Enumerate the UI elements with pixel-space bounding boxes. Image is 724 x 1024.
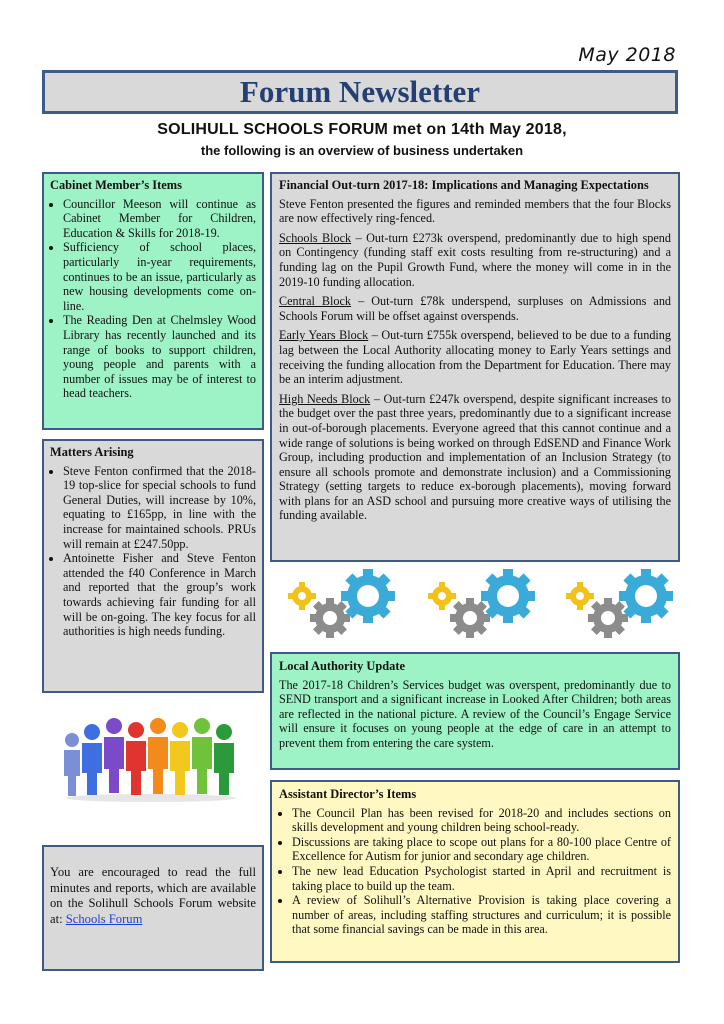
- person-figure: [104, 718, 124, 793]
- schools-forum-link[interactable]: Schools Forum: [65, 911, 143, 926]
- person-figure: [148, 718, 168, 794]
- newsletter-title-banner: [42, 70, 678, 114]
- meeting-subheadline: the following is an overview of business undertaken: [200, 143, 524, 158]
- list-item: • Steve Fenton confirmed that the 2018-19 top-slice for special schools to fund General Duties, will increase by 10%, equating to £165pp, in line with the increase for maintained schools. PRUs will remain at £247.50pp.: [63, 464, 256, 552]
- early-years-block-paragraph: [279, 328, 671, 386]
- gears-illustration: [282, 568, 682, 640]
- block-text: – Out-turn £247k overspend, despite significant increases to the budget over the past three years, predominantly due to a significant increase in out-of-borough placements. Everyone agreed that this cannot continue and a wide range of solutions is being worked on through EdSEND and Finance Work Group, including production and implementation of an Inclusion Strategy (to ensure all schools promote and demonstrate inclusion) and a Commissioning Strategy (setting targets to reduce ex-borough placements), moving forward with plans for an ASD school and pursuing more creative ways of utilising the funding available.: [279, 391, 671, 523]
- matters-heading: Matters Arising: [50, 445, 134, 459]
- list-item: • A review of Solihull’s Alternative Provision is taking place covering a number of areas, including staffing structures and curriculum; it is possible that some financial savings can be made in this area.: [292, 893, 671, 937]
- person-figure: [192, 718, 212, 794]
- block-text: – Out-turn £78k underspend, surpluses on Admissions and Schools Forum will be offset against overspends.: [279, 294, 672, 323]
- cabinet-members-items-box: [42, 172, 264, 430]
- block-text: – Out-turn £273k overspend, predominantly due to high spend on Contingency (funding staff exit costs resulting from re-structuring) and a funding lag on the Pupil Growth Fund, where the money will come in in the 2019-10 funding allocation.: [279, 230, 671, 289]
- matters-list: [50, 464, 256, 639]
- list-item: • The Council Plan has been revised for 2018-20 and includes sections on skills development and young children being school-ready.: [292, 806, 671, 835]
- list-item: • Discussions are taking place to scope out plans for a 80-100 place Centre of Excellence for Autism for junior and secondary age children.: [292, 835, 671, 864]
- gear-cluster-icon: [566, 569, 673, 638]
- financial-outturn-box: [270, 172, 680, 562]
- meeting-headline: SOLIHULL SCHOOLS FORUM met on 14th May 2018,: [157, 121, 567, 138]
- gear-cluster-icon: [428, 569, 535, 638]
- minutes-info-text: You are encouraged to read the full minutes and reports, which are available on the Solihull Schools Forum website at:: [50, 865, 256, 926]
- block-label: Central Block: [279, 294, 352, 309]
- list-item: • Antoinette Fisher and Steve Fenton attended the f40 Conference in March and reported that the group’s work towards achieving fair funding for all will be on-going. The key focus for all authorities is high needs funding.: [63, 551, 256, 639]
- gear-cluster-icon: [288, 569, 395, 638]
- people-group-illustration: [58, 712, 244, 804]
- financial-intro: Steve Fenton presented the figures and reminded members that the four Blocks are now effectively ring-fenced.: [279, 196, 671, 226]
- central-block-paragraph: [279, 294, 671, 323]
- local-authority-update-box: [270, 652, 680, 770]
- list-item: • Councillor Meeson will continue as Cabinet Member for Children, Education & Skills for 2018-19.: [63, 197, 256, 241]
- person-figure: [82, 724, 102, 795]
- person-figure: [214, 724, 234, 795]
- block-label: High Needs Block: [279, 391, 371, 406]
- block-label: Schools Block: [279, 230, 352, 245]
- list-item: • Sufficiency of school places, particularly in-year requirements, continues to be an issue, particularly as new housing developments come on-line.: [63, 240, 256, 313]
- financial-heading: Financial Out-turn 2017-18: Implications and Managing Expectations: [279, 178, 649, 192]
- local-authority-heading: Local Authority Update: [279, 659, 405, 673]
- block-label: Early Years Block: [279, 328, 369, 343]
- cabinet-list: [50, 197, 256, 401]
- person-figure: [64, 733, 80, 796]
- assistant-directors-items-box: [270, 780, 680, 963]
- list-item: • The Reading Den at Chelmsley Wood Library has recently launched and its range of books to support children, young people and parents with a number of issues may be of interest to head teachers.: [63, 313, 256, 401]
- person-figure: [126, 722, 146, 795]
- newsletter-title: Forum Newsletter: [239, 74, 481, 109]
- matters-arising-box: [42, 439, 264, 693]
- issue-date: May 2018: [578, 44, 676, 66]
- person-figure: [170, 722, 190, 795]
- block-text: – Out-turn £755k overspend, believed to be due to a funding lag between the Local Authority allocating money to Early Years settings and receiving the funding allocation from the Department for Education. There may be an interim adjustment.: [279, 328, 671, 387]
- schools-block-paragraph: [279, 231, 671, 289]
- high-needs-block-paragraph: [279, 392, 671, 523]
- cabinet-heading: Cabinet Member’s Items: [50, 178, 182, 192]
- list-item: • The new lead Education Psychologist started in April and recruitment is taking place to build up the team.: [292, 864, 671, 893]
- local-authority-text: The 2017-18 Children’s Services budget was overspent, predominantly due to SEND transport and a significant increase in Looked After Children; both areas are reflected in the national picture. A review of the Council’s Engage Service will ensure it focuses on young people at the edge of care in an attempt to prevent them from entering the care system.: [279, 677, 671, 750]
- assistant-director-list: [279, 806, 671, 937]
- minutes-info-box: [42, 845, 264, 971]
- assistant-director-heading: Assistant Director’s Items: [279, 787, 417, 801]
